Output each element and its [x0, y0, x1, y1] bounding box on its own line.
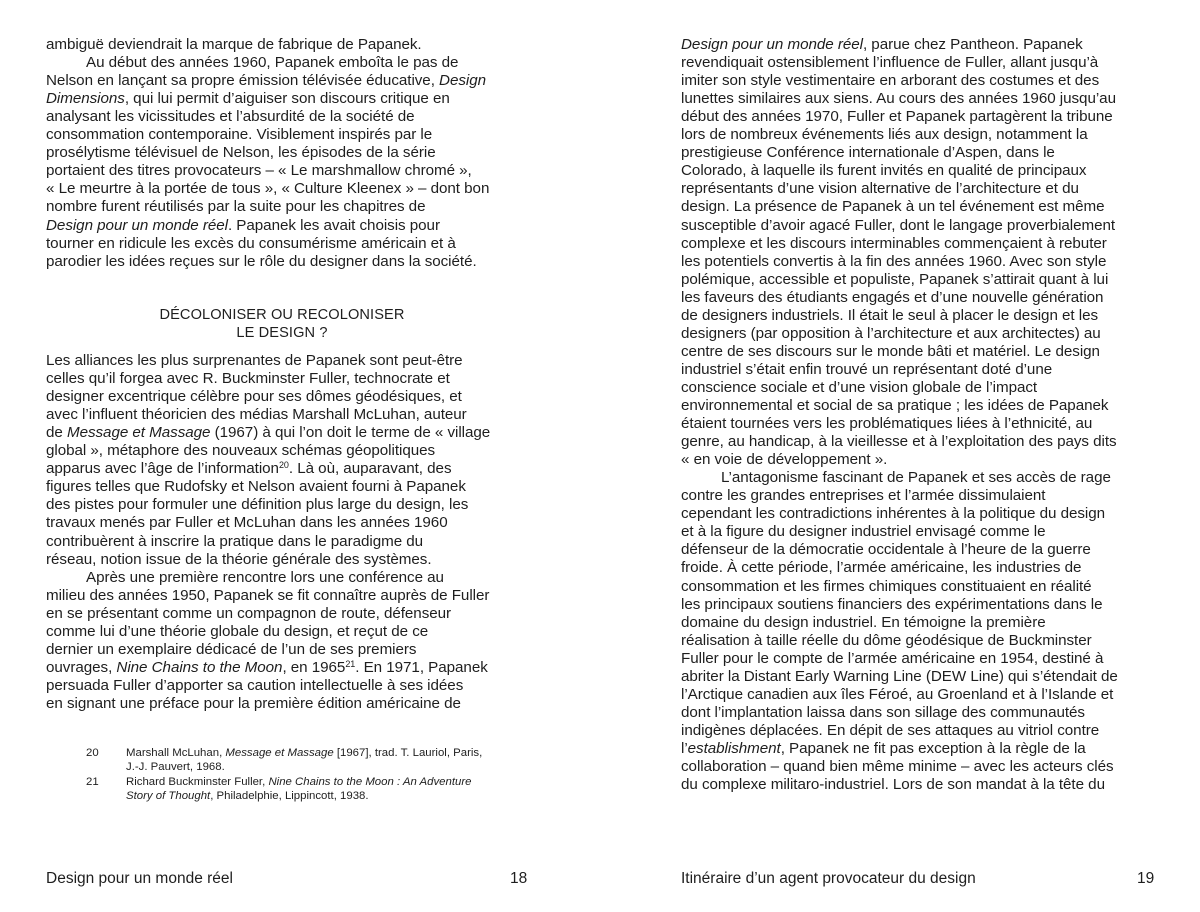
text-line: [681, 217, 1115, 235]
italic-title: establishment: [687, 739, 781, 757]
text-line: [681, 325, 1101, 343]
section-heading-line-2: LE DESIGN ?: [236, 325, 328, 341]
text-run: , parue chez Pantheon. Papanek: [862, 36, 1083, 53]
text-run: L’antagonisme fascinant de Papanek et ses accès de rage: [721, 469, 1111, 487]
text-run: en signant une préface pour la première édition américaine de: [46, 694, 461, 712]
text-run: , en 1965: [282, 658, 346, 676]
text-run: l’: [681, 739, 688, 757]
text-line: [681, 72, 1099, 90]
footnote-line: [126, 789, 369, 803]
text-line: [46, 198, 425, 216]
text-run: domaine du design industriel. En témoigne la première: [681, 613, 1046, 631]
text-run: nombre furent réutilisés par la suite pour les chapitres de: [46, 198, 426, 216]
text-line: [46, 533, 423, 551]
text-run: industriel s’était enfin trouvé un représentant doté d’une: [681, 360, 1053, 378]
text-line: [46, 217, 440, 235]
text-run: , qui lui permit d’aiguiser son discours critique en: [124, 90, 450, 108]
text-line: [681, 343, 1100, 361]
text-line: [46, 605, 451, 623]
text-run: analysant les vicissitudes et l’absurdité de la société de: [46, 108, 415, 126]
text-run: [1967], trad. T. Lauriol, Paris,: [333, 747, 483, 759]
text-line: [681, 650, 1103, 668]
text-line: [681, 54, 1098, 72]
section-heading: [46, 306, 518, 342]
text-line: [681, 126, 1088, 144]
text-run: figures telles que Rudofsky et Nelson avaient fourni à Papanek: [46, 478, 466, 496]
text-line: [681, 415, 1092, 433]
text-line: [681, 632, 1092, 650]
text-line: [681, 108, 1113, 126]
text-run: Marshall McLuhan,: [126, 747, 226, 759]
text-line: [681, 704, 1085, 722]
text-run: collaboration – quand bien même minime – avec les acteurs clés: [681, 758, 1114, 775]
text-run: , Philadelphie, Lippincott, 1938.: [210, 790, 369, 802]
text-run: froide. À cette période, l’armée américaine, les industries de: [681, 559, 1082, 577]
text-run: de designers industriels. Il était le seul à placer le design et les: [681, 306, 1099, 324]
text-line: [46, 108, 415, 126]
text-run: susceptible d’avoir agacé Fuller, dont le langage proverbialement: [681, 216, 1116, 234]
text-line: [681, 523, 1046, 541]
text-line: [681, 253, 1106, 271]
text-run: de: [46, 424, 67, 442]
text-line: [681, 505, 1105, 523]
text-run: abriter la Distant Early Warning Line (DEW Line) qui s’étendait de: [681, 667, 1118, 685]
text-run: portaient des titres provocateurs – « Le marshmallow chromé »,: [46, 162, 472, 180]
text-run: comme lui d’une théorie globale du design, et reçut de ce: [46, 622, 429, 640]
text-line: [681, 578, 1092, 596]
text-line: [681, 451, 887, 469]
text-line: [46, 677, 463, 695]
text-run: . Papanek les avait choisis pour: [227, 216, 440, 234]
page-number-left: 18: [510, 870, 528, 887]
text-line: [681, 686, 1113, 704]
text-line: [681, 397, 1108, 415]
text-line: [681, 758, 1114, 776]
text-run: celles qu’il forgea avec R. Buckminster Fuller, technocrate et: [46, 370, 450, 388]
text-run: dont l’implantation laissa dans son sillage des communautés: [681, 703, 1085, 721]
text-run: en se présentant comme un compagnon de route, défenseur: [46, 604, 452, 622]
text-run: consommation et les firmes chimiques constituaient en réalité: [681, 577, 1092, 595]
text-run: tourner en ridicule les excès du consumérisme américain et à: [46, 234, 456, 252]
text-run: et à la figure du designer industriel envisagé comme le: [681, 523, 1046, 541]
text-run: « en voie de développement ».: [681, 451, 888, 469]
italic-title: Design pour un monde réel: [46, 216, 228, 234]
text-run: lors de nombreux événements liés aux design, notamment la: [681, 126, 1088, 144]
italic-title: Story of Thought: [126, 790, 211, 802]
text-run: des pistes pour formuler une définition plus large du design, les: [46, 496, 469, 514]
text-line: [46, 180, 489, 198]
text-run: revendiquait ostensiblement l’influence de Fuller, allant jusqu’à: [681, 54, 1099, 72]
text-run: genre, au handicap, à la vieillesse et à l’exploitation des pays dits: [681, 433, 1117, 451]
text-run: étaient tournées vers les problématiques liées à l’ethnicité, au: [681, 415, 1093, 433]
text-run: polémique, accessible et populiste, Papanek s’attirait quant à lui: [681, 270, 1109, 288]
text-run: prestigieuse Conférence internationale d’Aspen, dans le: [681, 144, 1055, 162]
running-footer-left: Design pour un monde réel: [46, 870, 233, 887]
text-line: [46, 388, 462, 406]
italic-title: Design: [439, 72, 487, 90]
text-line: [681, 144, 1055, 162]
text-line: [46, 36, 422, 54]
text-run: réseau, notion issue de la théorie générale des systèmes.: [46, 550, 432, 568]
text-run: dernier un exemplaire dédicacé de l’un de ses premiers: [46, 640, 417, 658]
text-run: consommation contemporaine. Visiblement inspirés par le: [46, 126, 433, 144]
text-line: [46, 551, 432, 569]
italic-title: Design pour un monde réel: [681, 36, 863, 53]
text-line: [681, 541, 1091, 559]
text-line: [46, 162, 472, 180]
text-run: les faveurs des étudiants engagés et d’une nouvelle génération: [681, 288, 1104, 306]
text-run: designer excentrique célèbre pour ses dômes géodésiques, et: [46, 388, 462, 406]
text-line: [46, 587, 489, 605]
footnote-line: [126, 746, 482, 760]
text-run: Richard Buckminster Fuller,: [126, 776, 269, 788]
text-line: [46, 695, 461, 713]
running-footer-right: Itinéraire d’un agent provocateur du design: [681, 870, 976, 887]
text-run: Au début des années 1960, Papanek emboîta le pas de: [86, 54, 459, 72]
text-run: design. La présence de Papanek à un tel événement est même: [681, 198, 1105, 216]
footnote-line: [126, 775, 471, 789]
italic-title: Nine Chains to the Moon : An Adventure: [268, 776, 472, 788]
text-run: cependant les contradictions inhérentes à la politique du design: [681, 505, 1106, 523]
text-line: [681, 379, 1037, 397]
text-run: centre de ses discours sur le monde bâti et matériel. Le design: [681, 342, 1100, 360]
text-line: [46, 90, 450, 108]
text-line: [681, 469, 1111, 487]
footnote-ref: 21: [345, 658, 356, 669]
text-run: conscience sociale et d’une vision globale de l’impact: [681, 378, 1038, 396]
text-line: [46, 54, 458, 72]
text-run: ambiguë deviendrait la marque de fabrique de Papanek.: [46, 36, 422, 53]
text-line: [681, 776, 1105, 794]
text-run: Les alliances les plus surprenantes de Papanek sont peut-être: [46, 352, 463, 369]
text-line: [681, 740, 1086, 758]
text-run: Fuller pour le compte de l’armée américaine en 1954, destiné à: [681, 649, 1104, 667]
text-line: [46, 144, 436, 162]
footnote-ref: 20: [278, 460, 289, 471]
text-run: lunettes similaires aux siens. Au cours des années 1960 jusqu’au: [681, 90, 1116, 108]
text-run: du complexe militaro-industriel. Lors de son mandat à la tête du: [681, 776, 1105, 794]
text-run: « Le meurtre à la portée de tous », « Culture Kleenex » – dont bon: [46, 180, 490, 198]
text-line: [46, 496, 468, 514]
right-page: [681, 0, 1161, 912]
italic-title: Message et Massage: [225, 747, 334, 759]
text-run: indigènes déplacées. En dépit de ses attaques au vitriol contre: [681, 721, 1100, 739]
text-run: (1967) à qui l’on doit le terme de « village: [210, 424, 491, 442]
text-line: [46, 424, 490, 442]
text-line: [681, 559, 1081, 577]
text-line: [46, 352, 463, 370]
text-run: . Là où, auparavant, des: [288, 460, 452, 478]
text-run: les potentiels convertis à la fin des années 1960. Avec son style: [681, 252, 1107, 270]
text-run: , Papanek ne fit pas exception à la règle de la: [780, 739, 1086, 757]
text-run: avec l’influent théoricien des médias Marshall McLuhan, auteur: [46, 406, 467, 424]
text-line: [46, 478, 466, 496]
text-run: designers (par opposition à l’architecture et aux architectes) au: [681, 324, 1101, 342]
footnote-number: 20: [86, 747, 99, 759]
text-run: imiter son style vestimentaire en arborant des costumes et des: [681, 72, 1100, 90]
text-line: [46, 235, 456, 253]
text-run: travaux menés par Fuller et McLuhan dans les années 1960: [46, 514, 448, 532]
text-run: persuada Fuller d’apporter sa caution intellectuelle à ses idées: [46, 676, 464, 694]
text-line: [681, 614, 1046, 632]
italic-title: Message et Massage: [66, 424, 211, 442]
text-run: apparus avec l’âge de l’information: [46, 460, 279, 478]
text-run: ouvrages,: [46, 658, 117, 676]
text-line: [681, 307, 1098, 325]
text-line: [46, 514, 448, 532]
text-run: environnemental et social de sa pratique ; les idées de Papanek: [681, 397, 1109, 414]
text-run: Nelson en lançant sa propre émission télévisée éducative,: [46, 72, 440, 90]
text-line: [681, 198, 1104, 216]
text-line: [46, 406, 467, 424]
text-line: [46, 641, 416, 659]
text-line: [681, 596, 1103, 614]
text-line: [681, 36, 1083, 54]
text-line: [681, 180, 1079, 198]
text-run: parodier les idées reçues sur le rôle du designer dans la société.: [46, 252, 477, 270]
text-run: l’Arctique canadien aux îles Féroé, au Groenland et à l’Islande et: [681, 685, 1114, 703]
text-run: Après une première rencontre lors une conférence au: [86, 568, 444, 586]
page-number-right: 19: [1137, 870, 1155, 887]
text-run: contribuèrent à inscrire la pratique dans le paradigme du: [46, 532, 424, 550]
text-line: [46, 442, 435, 460]
text-line: [46, 659, 488, 677]
text-line: [681, 162, 1086, 180]
italic-title: Nine Chains to the Moon: [116, 658, 283, 676]
text-run: prosélytisme télévisuel de Nelson, les épisodes de la série: [46, 144, 436, 162]
text-line: [681, 289, 1103, 307]
text-run: réalisation à taille réelle du dôme géodésique de Buckminster: [681, 631, 1092, 649]
footnote-number: 21: [86, 776, 99, 788]
text-line: [46, 370, 450, 388]
section-heading-line-1: DÉCOLONISER OU RECOLONISER: [159, 307, 405, 323]
text-run: défenseur de la démocratie occidentale à l’heure de la guerre: [681, 541, 1091, 559]
text-line: [681, 722, 1099, 740]
text-line: [681, 668, 1118, 686]
text-line: [46, 72, 486, 90]
text-run: les principaux soutiens financiers des expérimentations dans le: [681, 595, 1103, 613]
text-line: [681, 235, 1107, 253]
footnote-line: [126, 760, 225, 774]
text-run: global », métaphore des nouveaux schémas géopolitiques: [46, 442, 436, 460]
left-page: [46, 0, 526, 912]
text-line: [46, 460, 451, 478]
italic-title: Dimensions: [46, 90, 125, 108]
text-line: [46, 253, 477, 271]
text-line: [681, 271, 1108, 289]
text-run: Colorado, à laquelle ils furent invités en qualité de principaux: [681, 162, 1087, 180]
text-line: [46, 569, 444, 587]
text-line: [681, 487, 1045, 505]
text-run: complexe et les discours interminables commençaient à rebuter: [681, 234, 1107, 252]
text-run: représentants d’une vision alternative de l’architecture et du: [681, 180, 1079, 198]
text-line: [46, 623, 428, 641]
text-run: début des années 1970, Fuller et Papanek partagèrent la tribune: [681, 108, 1113, 126]
text-run: milieu des années 1950, Papanek se fit connaître auprès de Fuller: [46, 586, 490, 604]
text-run: J.-J. Pauvert, 1968.: [126, 761, 225, 773]
text-run: . En 1971, Papanek: [355, 658, 488, 676]
text-line: [681, 361, 1052, 379]
text-run: contre les grandes entreprises et l’armée dissimulaient: [681, 487, 1046, 505]
text-line: [681, 433, 1117, 451]
text-line: [46, 126, 432, 144]
text-line: [681, 90, 1116, 108]
